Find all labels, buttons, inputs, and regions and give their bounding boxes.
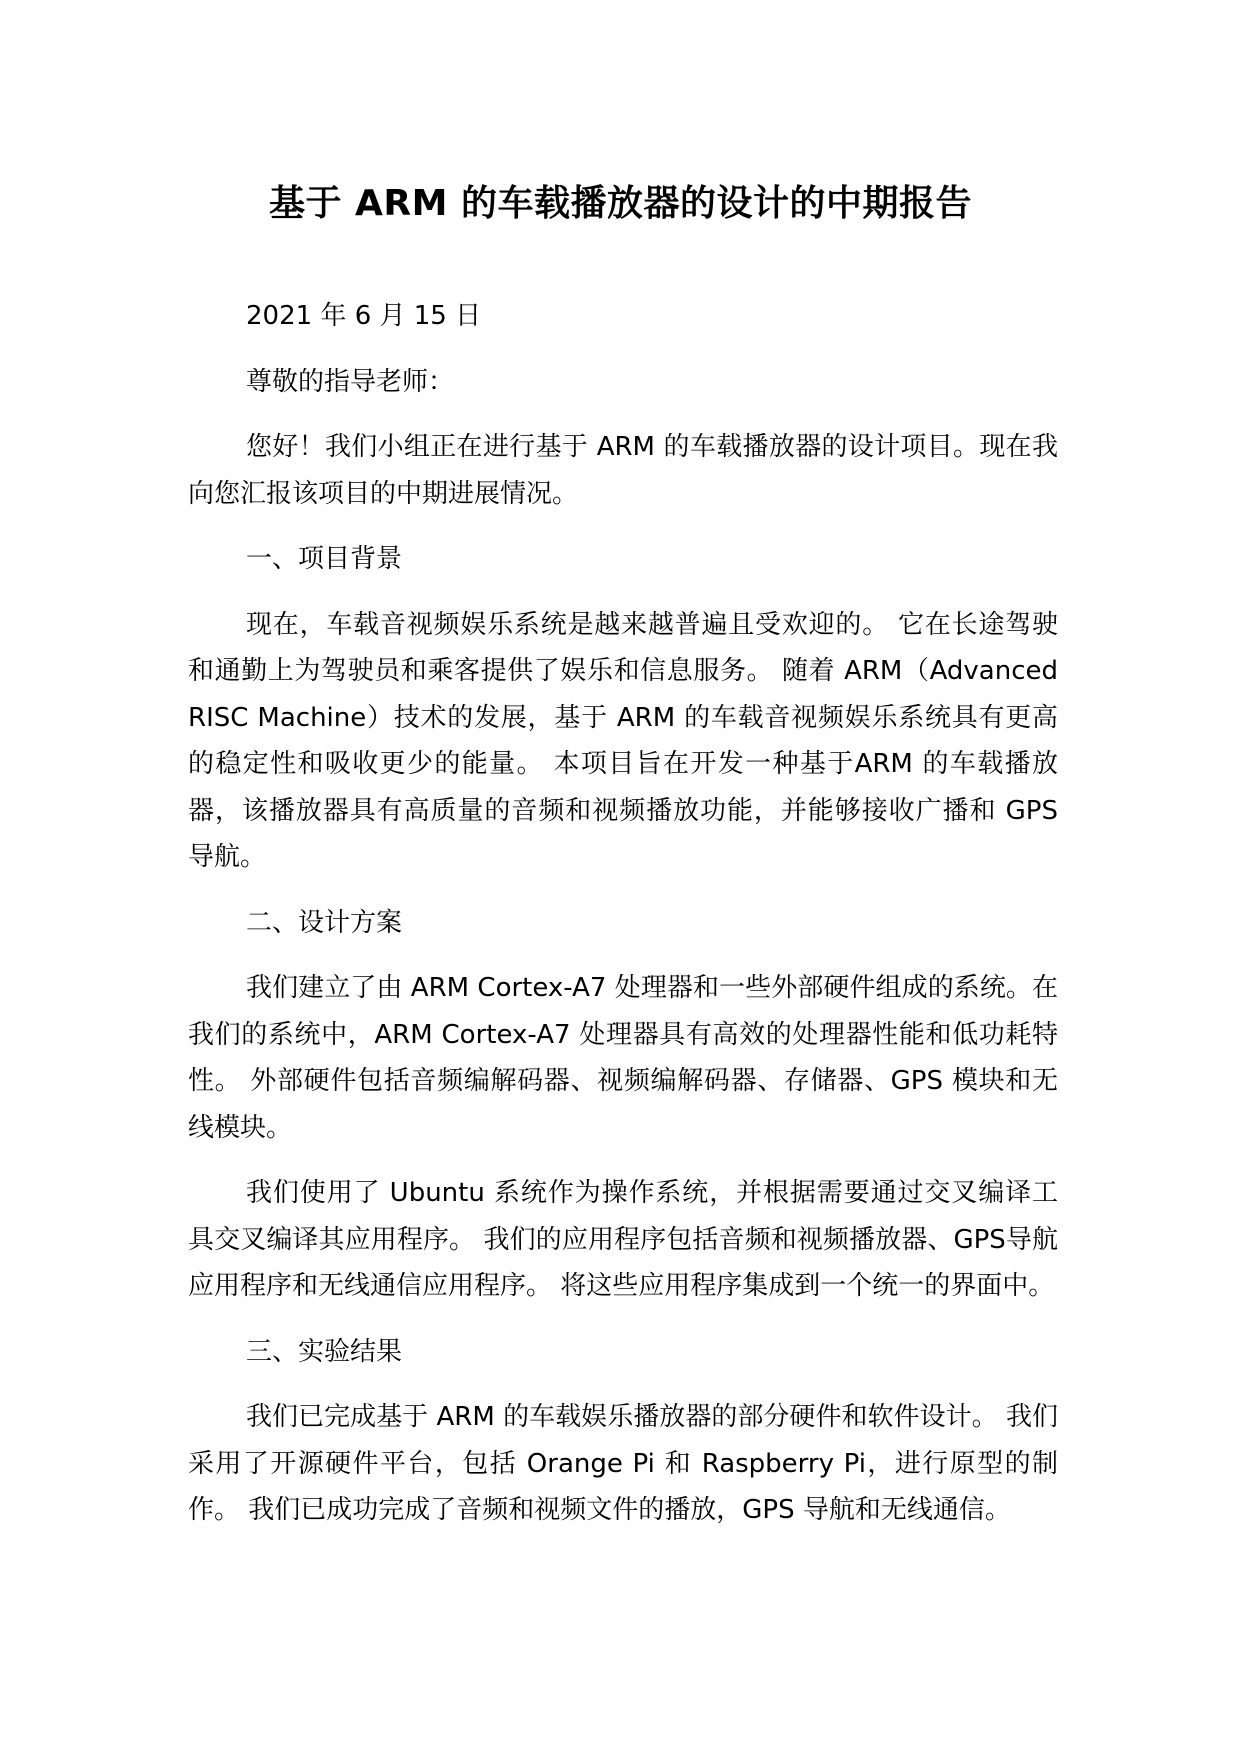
document-title: 基于 ARM 的车载播放器的设计的中期报告	[269, 183, 972, 224]
design-paragraph-2: 我们使用了 Ubuntu 系统作为操作系统，并根据需要通过交叉编译工具交叉编译其应用程序。 我们的应用程序包括音频和视频播放器、GPS导航应用程序和无线通信应用程序。 将这些应用程序集成到一个统一的界面中。	[188, 1178, 1058, 1301]
document-body	[188, 293, 1058, 1553]
results-paragraph: 我们已完成基于 ARM 的车载娱乐播放器的部分硬件和软件设计。 我们采用了开源硬件平台，包括 Orange Pi 和 Raspberry Pi，进行原型的制作。 我们已成功完成了音频和视频文件的播放，GPS 导航和无线通信。	[188, 1402, 1058, 1525]
salutation: 尊敬的指导老师：	[246, 366, 455, 397]
design-paragraph-1: 我们建立了由 ARM Cortex-A7 处理器和一些外部硬件组成的系统。在我们的系统中，ARM Cortex-A7 处理器具有高效的处理器性能和低功耗特性。 外部硬件包括音频编解码器、视频编解码器、存储器、GPS 模块和无线模块。	[188, 973, 1058, 1143]
section-heading-results: 三、实验结果	[246, 1336, 403, 1367]
background-paragraph: 现在，车载音视频娱乐系统是越来越普遍且受欢迎的。 它在长途驾驶和通勤上为驾驶员和乘客提供了娱乐和信息服务。 随着 ARM（Advanced RISC Machine）技术的发展，基于 ARM 的车载音视频娱乐系统具有更高的稳定性和吸收更少的能量。 本项目旨在开发一种基于ARM 的车载播放器，该播放器具有高质量的音频和视频播放功能，并能够接收广播和 GPS 导航。	[188, 609, 1058, 872]
section-heading-design: 二、设计方案	[246, 907, 403, 938]
section-heading-background: 一、项目背景	[246, 544, 403, 574]
intro-paragraph: 您好！我们小组正在进行基于 ARM 的车载播放器的设计项目。现在我向您汇报该项目的中期进展情况。	[188, 432, 1058, 509]
date-line: 2021 年 6 月 15 日	[246, 301, 482, 331]
